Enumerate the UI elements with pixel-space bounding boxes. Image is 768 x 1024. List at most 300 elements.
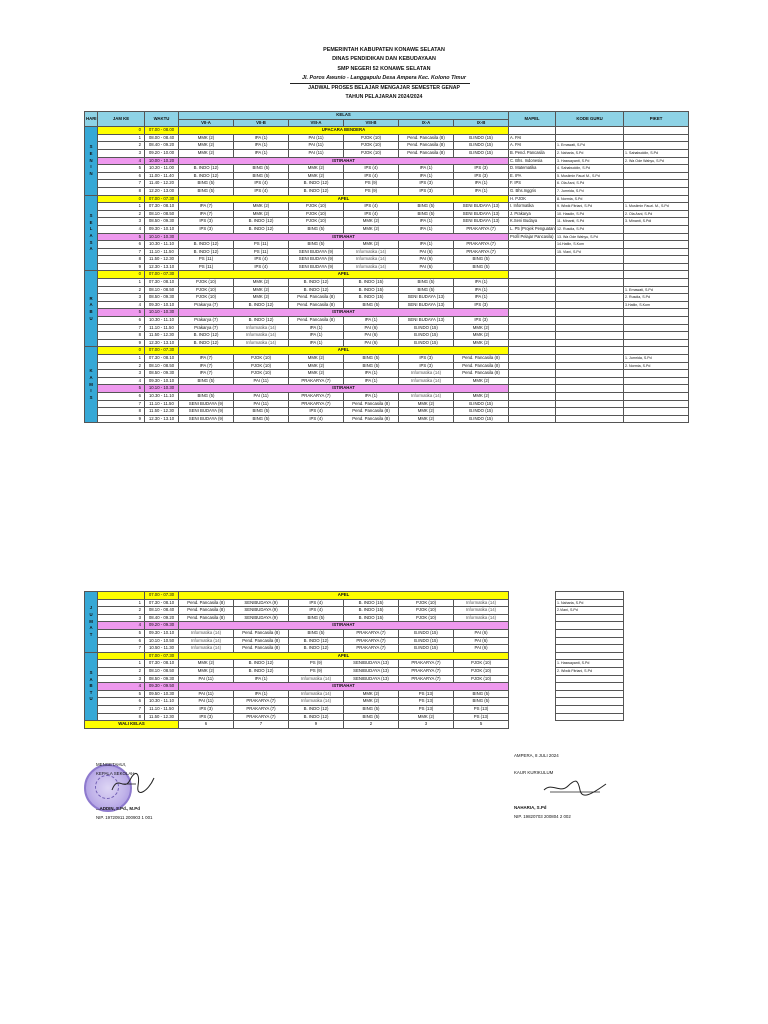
- jam-cell: 6: [98, 392, 145, 400]
- jam-cell: 1: [98, 660, 145, 668]
- day-cell: [85, 347, 98, 423]
- subject-cell: SENI BUDAYA (9): [289, 248, 344, 256]
- subject-cell: PJOK (10): [234, 362, 289, 370]
- blank-cell: [509, 683, 556, 691]
- subject-cell: B. INDO (12): [289, 645, 344, 653]
- piket-cell: [624, 134, 689, 142]
- kode-guru-cell: [556, 339, 624, 347]
- jam-cell: 3: [98, 675, 145, 683]
- subject-cell: MMK (2): [454, 377, 509, 385]
- subject-cell: IPS (4): [234, 263, 289, 271]
- mapel-cell: K.Seni Budaya: [509, 218, 556, 226]
- jam-cell: 1: [98, 599, 145, 607]
- mapel-cell: L. P5 (Projek Penguatan: [509, 225, 556, 233]
- subject-cell: B. INDO (12): [289, 705, 344, 713]
- table-row: [85, 241, 689, 249]
- day-letter: S: [89, 144, 93, 150]
- subject-cell: IPS (3): [454, 165, 509, 173]
- subject-cell: Pend. Pancasila (8): [399, 149, 454, 157]
- subject-cell: PAI (11): [234, 377, 289, 385]
- wali-kelas-value: 6: [179, 721, 234, 729]
- blank-cell: [509, 667, 556, 675]
- subject-cell: Prakarya (7): [179, 301, 234, 309]
- subject-cell: Informatika (14): [234, 339, 289, 347]
- subject-cell: PS (11): [234, 241, 289, 249]
- jam-cell: 2: [98, 362, 145, 370]
- subject-cell: MMK (2): [289, 362, 344, 370]
- jam-cell: 2: [98, 210, 145, 218]
- blank-cell: [509, 607, 556, 615]
- curriculum-name: NAHARIA, S.Pd: [514, 805, 547, 810]
- subject-cell: IPS (3): [454, 301, 509, 309]
- session-label: APEL: [179, 652, 509, 660]
- subject-cell: SENI BUDAYA (13): [454, 203, 509, 211]
- academic-year: TAHUN PELAJARAN 2024/2024: [345, 94, 423, 100]
- piket-cell: [624, 279, 689, 287]
- subject-cell: IPA (1): [399, 225, 454, 233]
- kode-guru-cell: [556, 332, 624, 340]
- mapel-cell: A. PAI: [509, 134, 556, 142]
- subject-cell: MMK (2): [344, 241, 399, 249]
- subject-cell: B. INDO (12): [289, 637, 344, 645]
- time-cell: 08.10 - 08.40: [145, 607, 179, 615]
- subject-cell: PJOK (10): [179, 286, 234, 294]
- piket-cell: 1. Haswayanti, S.Pd: [556, 660, 624, 668]
- table-row: [85, 362, 689, 370]
- day-letter: I: [90, 388, 92, 394]
- subject-cell: PAI (11): [289, 134, 344, 142]
- piket-cell: [556, 698, 624, 706]
- subject-cell: Pend. Pancasila (8): [344, 400, 399, 408]
- mapel-cell: [509, 309, 556, 317]
- table-row: [85, 607, 689, 615]
- mapel-cell: J. Prakarya: [509, 210, 556, 218]
- piket-cell: [624, 142, 689, 150]
- subject-cell: PRAKARYA (7): [289, 392, 344, 400]
- subject-cell: BING (5): [454, 263, 509, 271]
- time-cell: 09.30 - 10.10: [145, 377, 179, 385]
- mapel-cell: [509, 370, 556, 378]
- curriculum-nip: NIP. 19820703 200804 2 002: [514, 814, 571, 819]
- subject-cell: BING (5): [454, 256, 509, 264]
- piket-cell: [624, 332, 689, 340]
- time-cell: 11.10 - 11.50: [145, 248, 179, 256]
- session-label: APEL: [179, 592, 509, 600]
- table-row: [85, 377, 689, 385]
- day-cell: [85, 271, 98, 347]
- subject-cell: PJOK (10): [179, 294, 234, 302]
- subject-cell: IPS (3): [454, 172, 509, 180]
- subject-cell: PJOK (10): [454, 660, 509, 668]
- time-cell: 10.00 - 10.20: [145, 157, 179, 165]
- subject-cell: IPS (4): [344, 172, 399, 180]
- jam-cell: 1: [98, 279, 145, 287]
- day-cell: [85, 652, 98, 720]
- subject-cell: MMK (2): [454, 324, 509, 332]
- subject-cell: Pend. Pancasila (8): [399, 142, 454, 150]
- session-label: ISTIRAHAT: [179, 309, 509, 317]
- subject-cell: BING (5): [454, 698, 509, 706]
- subject-cell: B. INDO (12): [179, 241, 234, 249]
- day-letter: N: [89, 157, 93, 163]
- jam-cell: 5: [98, 690, 145, 698]
- jam-cell: 2: [98, 667, 145, 675]
- jam-cell: 9: [98, 339, 145, 347]
- subject-cell: PJOK (10): [454, 675, 509, 683]
- subject-cell: PRAKARYA (7): [344, 629, 399, 637]
- time-cell: 10.30 - 11.10: [145, 698, 179, 706]
- subject-cell: SENIBUDAYA (9): [234, 607, 289, 615]
- piket-cell: [624, 408, 689, 416]
- subject-cell: SENI BUDAYA (9): [179, 408, 234, 416]
- time-cell: 07.30 - 08.10: [145, 355, 179, 363]
- table-row: [85, 248, 689, 256]
- subject-cell: PS (9): [344, 187, 399, 195]
- subject-cell: PS (13): [399, 705, 454, 713]
- time-cell: 12.20 - 13.00: [145, 187, 179, 195]
- col-header-piket: PIKET: [624, 112, 689, 127]
- subject-cell: Pend. Pancasila (8): [179, 607, 234, 615]
- time-cell: 11.50 - 12.30: [145, 256, 179, 264]
- col-header-hari: HARI: [85, 112, 98, 127]
- table-row: [85, 271, 689, 279]
- subject-cell: SENI BUDAYA (13): [399, 301, 454, 309]
- blank-cell: [624, 599, 689, 607]
- subject-cell: IPA (7): [179, 355, 234, 363]
- jam-cell: 8: [98, 408, 145, 416]
- subject-cell: B.INDO (15): [454, 408, 509, 416]
- jam-cell: 6: [98, 317, 145, 325]
- blank-cell: [624, 705, 689, 713]
- time-cell: 10.50 - 11.30: [145, 645, 179, 653]
- mapel-cell: [509, 362, 556, 370]
- subject-cell: B. INDO (12): [289, 713, 344, 721]
- day-letter: B: [89, 308, 93, 314]
- kode-guru-cell: [556, 263, 624, 271]
- mapel-cell: [509, 385, 556, 393]
- subject-cell: B. INDO (12): [234, 218, 289, 226]
- subject-cell: SENI BUDAYA (13): [399, 317, 454, 325]
- jam-cell: 0: [98, 127, 145, 135]
- subject-cell: IPA (1): [454, 187, 509, 195]
- subject-cell: B.INDO (15): [454, 149, 509, 157]
- subject-cell: PJOK (10): [289, 218, 344, 226]
- subject-cell: BING (5): [344, 705, 399, 713]
- time-cell: 12.30 - 13.10: [145, 339, 179, 347]
- kode-guru-cell: 1. Ernawati, S.Pd: [556, 142, 624, 150]
- day-letter: S: [89, 394, 93, 400]
- jam-cell: 6: [98, 172, 145, 180]
- subject-cell: B.INDO (15): [399, 645, 454, 653]
- subject-cell: IPA (1): [454, 286, 509, 294]
- time-cell: 07.00 - 07.30: [145, 195, 179, 203]
- table-row: [85, 301, 689, 309]
- piket-cell: [556, 645, 624, 653]
- subject-cell: MMK (2): [179, 667, 234, 675]
- header-address: Jl. Poros Awunio - Langgapulu Desa Ampera Kec. Kolono Timur: [302, 75, 466, 81]
- mapel-cell: G. Bhs.Inggris: [509, 187, 556, 195]
- subject-cell: Informatika (14): [399, 377, 454, 385]
- mapel-cell: B. Pend. Pancasila: [509, 149, 556, 157]
- piket-cell: [624, 339, 689, 347]
- subject-cell: IPS (3): [454, 317, 509, 325]
- subject-cell: PRAKARYA (7): [454, 248, 509, 256]
- subject-cell: PJOK (10): [344, 149, 399, 157]
- table-row: [85, 286, 689, 294]
- time-cell: 10.10 - 10.30: [145, 309, 179, 317]
- kode-guru-cell: [556, 256, 624, 264]
- jam-cell: 7: [98, 705, 145, 713]
- piket-cell: [624, 377, 689, 385]
- subject-cell: SENIBUDAYA (13): [344, 675, 399, 683]
- piket-cell: [624, 271, 689, 279]
- table-row: [85, 392, 689, 400]
- table-row: [85, 279, 689, 287]
- table-row: [85, 180, 689, 188]
- time-cell: 09.30 - 09.50: [145, 683, 179, 691]
- jam-cell: 3: [98, 218, 145, 226]
- time-cell: 08.10 - 08.50: [145, 667, 179, 675]
- subject-cell: PRAKARYA (7): [454, 241, 509, 249]
- subject-cell: Pend. Pancasila (8): [344, 415, 399, 423]
- table-row: [85, 683, 689, 691]
- subject-cell: PJOK (10): [399, 599, 454, 607]
- blank-cell: [509, 645, 556, 653]
- subject-cell: PAI (6): [399, 256, 454, 264]
- kode-guru-cell: 12. Rusdia, S.Pd: [556, 225, 624, 233]
- time-cell: 07.00 - 08.00: [145, 127, 179, 135]
- jam-cell: 0: [98, 347, 145, 355]
- subject-cell: PS (9): [344, 180, 399, 188]
- subject-cell: Informatika (14): [344, 256, 399, 264]
- subject-cell: PAI (6): [344, 324, 399, 332]
- subject-cell: Informatika (14): [344, 263, 399, 271]
- session-label: ISTIRAHAT: [179, 622, 509, 630]
- subject-cell: IPA (7): [179, 362, 234, 370]
- subject-cell: Informatika (14): [454, 607, 509, 615]
- day-letter: A: [89, 302, 93, 308]
- subject-cell: Informatika (14): [179, 645, 234, 653]
- session-label: ISTIRAHAT: [179, 233, 509, 241]
- table-row: [85, 309, 689, 317]
- jam-cell: 1: [98, 134, 145, 142]
- jam-cell: 6: [98, 698, 145, 706]
- piket-cell: [556, 683, 624, 691]
- subject-cell: Pend. Pancasila (8): [289, 317, 344, 325]
- subject-cell: MMK (2): [234, 286, 289, 294]
- subject-cell: PRAKARYA (7): [344, 637, 399, 645]
- subject-cell: PRAKARYA (7): [399, 675, 454, 683]
- subject-cell: BING (5): [399, 286, 454, 294]
- table-row: [85, 134, 689, 142]
- blank-cell: [624, 592, 689, 600]
- subject-cell: IPA (1): [234, 690, 289, 698]
- subject-cell: IPA (1): [344, 392, 399, 400]
- subject-cell: PAI (11): [289, 149, 344, 157]
- time-cell: 08.10 - 08.50: [145, 362, 179, 370]
- blank-cell: [624, 667, 689, 675]
- blank-cell: [509, 622, 556, 630]
- subject-cell: SENIBUDAYA (13): [344, 667, 399, 675]
- piket-cell: [624, 317, 689, 325]
- subject-cell: Pend. Pancasila (8): [344, 408, 399, 416]
- mapel-cell: [509, 263, 556, 271]
- time-cell: 11.50 - 12.30: [145, 408, 179, 416]
- col-header-jam: JAM KE: [98, 112, 145, 127]
- subject-cell: B. INDO (12): [234, 225, 289, 233]
- day-letter: E: [89, 150, 93, 156]
- time-cell: 11.50 - 12.30: [145, 713, 179, 721]
- subject-cell: MMK (2): [344, 218, 399, 226]
- subject-cell: BING (5): [179, 377, 234, 385]
- subject-cell: MMK (2): [179, 660, 234, 668]
- time-cell: 10.30 - 11.10: [145, 317, 179, 325]
- table-row: [85, 218, 689, 226]
- kode-guru-cell: [556, 347, 624, 355]
- subject-cell: Informatika (14): [234, 332, 289, 340]
- blank-cell: [624, 698, 689, 706]
- subject-cell: B. INDO (12): [289, 286, 344, 294]
- subject-cell: B. INDO (12): [289, 187, 344, 195]
- subject-cell: PAI (6): [344, 332, 399, 340]
- subject-cell: MMK (2): [454, 332, 509, 340]
- subject-cell: SENI BUDAYA (13): [399, 294, 454, 302]
- blank-cell: [624, 721, 689, 729]
- subject-cell: BING (5): [344, 355, 399, 363]
- jam-cell: 0: [98, 271, 145, 279]
- mapel-cell: D. Matematika: [509, 165, 556, 173]
- col-header-mapel: MAPEL: [509, 112, 556, 127]
- subject-cell: IPS (4): [234, 256, 289, 264]
- time-cell: 09.30 - 10.10: [145, 629, 179, 637]
- subject-cell: MMK (2): [289, 172, 344, 180]
- table-row: [85, 294, 689, 302]
- subject-cell: MMK (2): [179, 134, 234, 142]
- subject-cell: MMK (2): [179, 149, 234, 157]
- subject-cell: IPA (1): [234, 675, 289, 683]
- jam-cell: 4: [98, 157, 145, 165]
- subject-cell: PRAKARYA (7): [234, 713, 289, 721]
- table-row: [85, 187, 689, 195]
- subject-cell: PS (13): [399, 698, 454, 706]
- kode-guru-cell: [556, 286, 624, 294]
- time-cell: 08.50 - 09.30: [145, 294, 179, 302]
- subject-cell: B. INDO (15): [344, 294, 399, 302]
- subject-cell: IPA (1): [399, 218, 454, 226]
- subject-cell: PJOK (10): [234, 355, 289, 363]
- subject-cell: PJOK (10): [454, 667, 509, 675]
- jam-cell: 4: [98, 377, 145, 385]
- table-row: [85, 637, 689, 645]
- jam-cell: 2: [98, 607, 145, 615]
- subject-cell: PS (13): [454, 713, 509, 721]
- piket-cell: 1. Sahabuddin, S.Pd: [624, 149, 689, 157]
- mapel-cell: A. PAI: [509, 142, 556, 150]
- subject-cell: B. INDO (12): [179, 165, 234, 173]
- subject-cell: B.INDO (15): [454, 134, 509, 142]
- subject-cell: PS (9): [289, 667, 344, 675]
- day-letter: J: [89, 605, 93, 611]
- blank-cell: [509, 675, 556, 683]
- piket-cell: [556, 652, 624, 660]
- subject-cell: BING (5): [234, 172, 289, 180]
- time-cell: 10.20 - 11.00: [145, 165, 179, 173]
- subject-cell: PAI (6): [399, 263, 454, 271]
- mapel-cell: [509, 400, 556, 408]
- subject-cell: BING (5): [234, 165, 289, 173]
- piket-cell: [624, 233, 689, 241]
- piket-cell: 1. Naharia, S.Pd: [556, 599, 624, 607]
- mapel-cell: [509, 392, 556, 400]
- mapel-cell: [509, 332, 556, 340]
- mapel-cell: [509, 317, 556, 325]
- subject-cell: IPA (1): [344, 317, 399, 325]
- jam-cell: 1: [98, 203, 145, 211]
- subject-cell: BING (5): [289, 241, 344, 249]
- subject-cell: B. INDO (15): [344, 599, 399, 607]
- blank-cell: [624, 690, 689, 698]
- subject-cell: Pend. Pancasila (8): [234, 629, 289, 637]
- jam-cell: [98, 592, 145, 600]
- time-cell: 09.50 - 10.30: [145, 690, 179, 698]
- subject-cell: MMK (2): [289, 355, 344, 363]
- subject-cell: PAI (11): [179, 675, 234, 683]
- subject-cell: Pend. Pancasila (8): [179, 599, 234, 607]
- time-cell: 08.10 - 08.50: [145, 286, 179, 294]
- jam-cell: 7: [98, 248, 145, 256]
- day-letter: A: [89, 246, 93, 252]
- jam-cell: 9: [98, 415, 145, 423]
- subject-cell: MMK (2): [399, 408, 454, 416]
- day-letter: E: [89, 219, 93, 225]
- kode-guru-cell: [556, 309, 624, 317]
- subject-cell: Informatika (14): [454, 599, 509, 607]
- subject-cell: Pend. Pancasila (8): [454, 370, 509, 378]
- subject-cell: Informatika (14): [179, 629, 234, 637]
- time-cell: 10.30 - 11.10: [145, 241, 179, 249]
- kode-guru-cell: [556, 294, 624, 302]
- subject-cell: SENIBUDAYA (13): [344, 660, 399, 668]
- piket-cell: 1. Jumrida, S.Pd: [624, 355, 689, 363]
- col-header-class: VIII-B: [344, 119, 399, 127]
- subject-cell: B. INDO (12): [179, 172, 234, 180]
- subject-cell: IPA (1): [454, 294, 509, 302]
- table-row: [85, 622, 689, 630]
- subject-cell: PRAKARYA (7): [234, 698, 289, 706]
- time-cell: 10.30 - 11.10: [145, 392, 179, 400]
- time-cell: 09.30 - 10.10: [145, 225, 179, 233]
- subject-cell: IPS (4): [234, 187, 289, 195]
- wali-kelas-value: 7: [234, 721, 289, 729]
- day-letter: R: [89, 295, 93, 301]
- jam-cell: 7: [98, 324, 145, 332]
- kode-guru-cell: [556, 362, 624, 370]
- jam-cell: 3: [98, 149, 145, 157]
- time-cell: 07.30 - 08.10: [145, 203, 179, 211]
- day-letter: B: [89, 683, 93, 689]
- subject-cell: IPA (7): [179, 210, 234, 218]
- subject-cell: PAI (11): [234, 400, 289, 408]
- kode-guru-cell: [556, 279, 624, 287]
- subject-cell: Pend. Pancasila (8): [454, 355, 509, 363]
- time-cell: 11.10 - 11.50: [145, 324, 179, 332]
- subject-cell: BING (5): [344, 713, 399, 721]
- day-letter: S: [89, 239, 93, 245]
- day-letter: A: [89, 676, 93, 682]
- table-row: [85, 408, 689, 416]
- piket-cell: [556, 637, 624, 645]
- subject-cell: MMK (2): [179, 142, 234, 150]
